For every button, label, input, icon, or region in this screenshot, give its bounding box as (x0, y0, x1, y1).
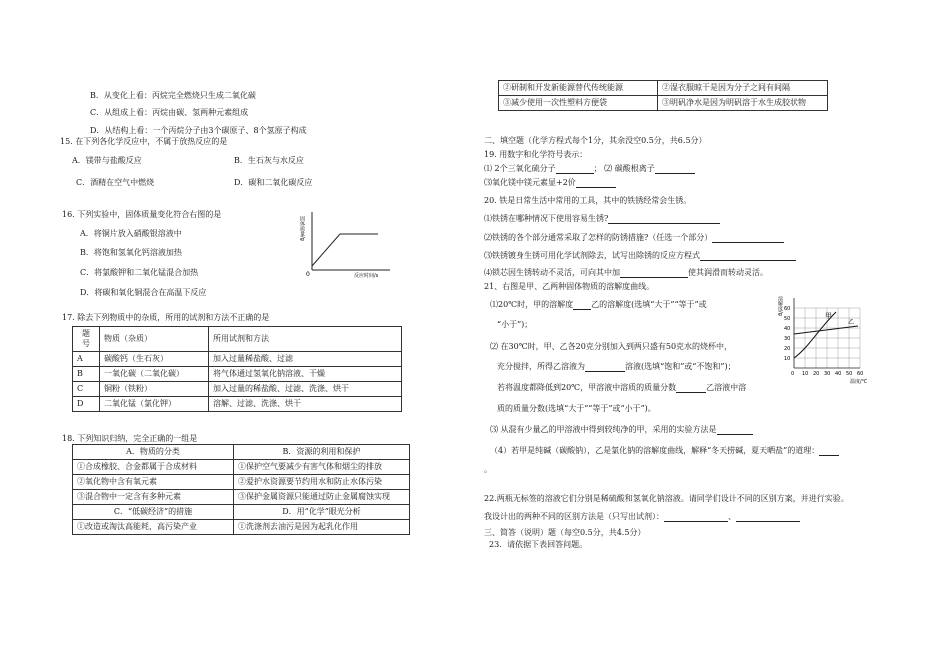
q21-line3: ⑶ 从混有少量乙的甲溶液中得到较纯净的甲，采用的实验方法是 (490, 425, 753, 435)
answer-blank[interactable] (712, 234, 784, 243)
q21-line2d: 若将温度都降低到20℃，甲溶液中溶质的质量分数 乙溶液中溶 (497, 383, 747, 392)
q17-cell: A (73, 352, 100, 367)
q19-line3: ⑶氧化镁中镁元素显+2价 (484, 178, 616, 188)
x-tick-label: 50 (846, 371, 853, 377)
q15-option-c: C．酒精在空气中燃烧 (76, 178, 155, 187)
table-row (73, 367, 402, 382)
q20-line1: ⑴铁锈在哪种情况下使用容易生锈? (484, 214, 720, 224)
answer-blank[interactable] (620, 269, 688, 278)
q17-cell: 一氧化碳（二氧化碳） (100, 367, 209, 382)
x-tick-label: 0 (791, 371, 795, 377)
answer-blank[interactable] (585, 363, 625, 372)
table-row (73, 352, 402, 367)
answer-blank[interactable] (717, 426, 753, 435)
q22-line2: 我设计出的两种不同的区别方法是（只写出试剂）： 、 (484, 512, 800, 522)
q16-chart (300, 208, 392, 280)
answer-blank[interactable] (655, 165, 695, 174)
q18-cell: ③明矾净水是因为明矾溶于水生成胶状物 (658, 96, 828, 111)
q15-stem: 15. 在下列各化学反应中，不属于放热反应的是 (60, 137, 228, 146)
q17-cell: 铜粉（铁粉） (100, 382, 209, 397)
q21-stem: 21、右图是甲、乙两种固体物质的溶解度曲线。 (484, 282, 655, 291)
q18-continued-table (498, 80, 828, 111)
q14-option-c: C．从组成上看：丙烷由碳、氢两种元素组成 (90, 108, 249, 117)
q23-stem: 23．请依据下表回答问题。 (489, 540, 588, 549)
q18-cell: ③混合物中一定含有多种元素 (73, 490, 234, 505)
x-tick-label: 20 (813, 371, 820, 377)
answer-blank[interactable] (736, 513, 800, 522)
q21-curve-yi (794, 326, 858, 334)
table-row (73, 382, 402, 397)
q16-curve (312, 234, 378, 266)
q18-cell: ②氧化物中含有氧元素 (73, 475, 234, 490)
y-tick-label: 40 (784, 326, 791, 332)
q21-y-ticks (784, 306, 790, 362)
q16-option-b: B．将饱和氢氧化钙溶液加热 (80, 248, 182, 257)
x-tick-label: 30 (824, 371, 831, 377)
q18-cell: ②研制和开发新能源替代传统能源 (499, 81, 658, 96)
answer-blank[interactable] (676, 384, 706, 393)
q21-line2b: 充分搅拌，所得乙溶液为 溶液(选填“饱和”或“不饱和”)； (497, 362, 736, 371)
q17-cell: 二氧化锰（氯化钾） (100, 397, 209, 412)
q18-cell: ②湿衣服晾干是因为分子之间有间隔 (658, 81, 828, 96)
q21-line2f: 质的质量分数(选填“大于”“等于”或“小于”)。 (497, 404, 656, 413)
q21-label-jia: 甲 (825, 312, 832, 320)
answer-blank[interactable] (573, 301, 591, 310)
q21-xlabel: 温度/℃ (850, 379, 868, 385)
q21-solubility-chart (776, 290, 876, 384)
q19-line1: ⑴ 2个三氧化硫分子 ； ⑵ 碳酸根离子 (484, 164, 695, 174)
q16-stem: 16. 下列实验中，固体质量变化符合右图的是 (62, 210, 222, 219)
q17-table (72, 326, 402, 412)
q18-cell: ③减少使用一次性塑料方便袋 (499, 96, 658, 111)
q18-cell: ①洗涤剂去油污是因为起乳化作用 (234, 520, 410, 535)
answer-blank[interactable] (664, 513, 728, 522)
x-tick-label: 40 (835, 371, 842, 377)
q17-header-method: 所用试剂和方法 (209, 327, 402, 352)
y-tick-label: 20 (784, 346, 791, 352)
q18-stem: 18. 下列知识归纳，完全正确的一组是 (62, 434, 198, 443)
y-tick-label: 60 (784, 306, 791, 312)
q18-header-b: B．资源的利用和保护 (234, 445, 410, 460)
q18-cell: ①保护空气要减少有害气体和烟尘的排放 (234, 460, 410, 475)
x-tick-label: 10 (802, 371, 809, 377)
q16-option-a: A．将铜片放入硝酸银溶液中 (80, 229, 182, 238)
q18-cell: ③保护金属资源只能通过防止金属腐蚀实现 (234, 490, 410, 505)
q21-x-ticks (791, 371, 863, 377)
q20-line4: ⑷锁芯因生锈转动不灵活，可向其中加 使其润滑而转动灵活。 (484, 268, 768, 277)
q17-cell: 溶解、过滤、洗涤、烘干 (209, 397, 402, 412)
q17-cell: D (73, 397, 100, 412)
answer-blank[interactable] (576, 179, 616, 188)
q18-cell: ①改造或淘汰高能耗，高污染产业 (73, 520, 234, 535)
y-tick-label: 50 (784, 316, 791, 322)
q17-cell: 碳酸钙（生石灰） (100, 352, 209, 367)
q16-ylabel: 固体质量/g (299, 216, 305, 241)
answer-blank[interactable] (608, 215, 720, 224)
table-row (73, 397, 402, 412)
q21-line2: ⑵ 在30℃时，甲、乙各20克分别加入到两只盛有50克水的烧杯中， (490, 342, 733, 351)
q17-cell: 加入过量的稀盐酸、过滤、洗涤、烘干 (209, 382, 402, 397)
q16-origin: 0 (306, 271, 310, 278)
x-tick-label: 60 (857, 371, 864, 377)
q18-header-a: A．物质的分类 (73, 445, 234, 460)
q17-header-num: 题 号 (73, 327, 100, 352)
q15-option-a: A．镁带与盐酸反应 (72, 156, 142, 165)
q20-line2: ⑵铁锈的各个部分通常采取了怎样的防锈措施?（任选一个部分） (484, 233, 784, 243)
q21-label-yi: 乙 (848, 319, 855, 326)
q18-cell: ①合成橡胶、合金都属于合成材料 (73, 460, 234, 475)
q17-stem: 17. 除去下列物质中的杂质，所用的试剂和方法不正确的是 (62, 313, 270, 322)
q18-table (72, 444, 410, 535)
q17-header-substance: 物质（杂质） (100, 327, 209, 352)
q15-option-d: D．碳和二氧化碳反应 (234, 178, 313, 187)
q15-option-b: B．生石灰与水反应 (234, 156, 304, 165)
q17-cell: B (73, 367, 100, 382)
q20-stem: 20. 铁是日常生活中常用的工具，其中的铁锈经常会生锈。 (484, 196, 692, 205)
section3-heading: 三、简答（说明）题（每空0.5分，共4.5分） (484, 528, 646, 537)
q17-cell: C (73, 382, 100, 397)
q16-xlabel: 反应时间/s (354, 273, 379, 279)
q18-header-d: D．用“化学”眼光分析 (234, 505, 410, 520)
q14-option-b: B．从变化上看：丙烷完全燃烧只生成二氧化碳 (90, 91, 256, 100)
q21-ylabel: 溶解度/g (777, 296, 783, 316)
answer-blank[interactable] (556, 165, 594, 174)
q21-line4: （4）若甲是纯碱（碳酸钠），乙是氯化钠的溶解度曲线，解释“冬天捞碱，夏天晒盐”的道理： (490, 446, 839, 456)
q22-line1: 22.两瓶无标签的溶液它们分别是稀硫酸和氢氧化钠溶液。请同学们设计不同的区别方案，并进行实验。 (484, 494, 849, 503)
q17-cell: 加入过量稀盐酸、过滤 (209, 352, 402, 367)
q14-option-d: D．从结构上看：一个丙烷分子由3个碳原子、8个氢原子构成 (90, 126, 307, 135)
q19-stem: 19. 用数字和化学符号表示： (484, 150, 588, 159)
q18-header-c: C．“低碳经济”的措施 (73, 505, 234, 520)
q20-line3: ⑶铁锈镀身生锈可用化学试剂除去，试写出除锈的反应方程式 (484, 251, 796, 261)
y-tick-label: 30 (784, 336, 791, 342)
q18-cell: ②爱护水资源要节约用水和防止水体污染 (234, 475, 410, 490)
answer-blank[interactable] (819, 447, 839, 456)
q21-line4-end: 。 (484, 465, 492, 474)
q16-option-d: D．将碳和氧化铜混合在高温下反应 (80, 288, 207, 297)
q21-line1: ⑴20℃时，甲的溶解度 乙的溶解度(选填“大于”“等于”或 (490, 300, 707, 309)
answer-blank[interactable] (700, 252, 796, 261)
q21-line1-cont: “小于”)； (497, 320, 533, 329)
y-tick-label: 10 (784, 356, 791, 362)
q16-option-c: C．将氯酸钾和二氧化锰混合加热 (80, 268, 199, 277)
q17-cell: 将气体通过氢氧化钠溶液、干燥 (209, 367, 402, 382)
section2-heading: 二、填空题（化学方程式每个1分，其余没空0.5分，共6.5分） (484, 136, 707, 145)
